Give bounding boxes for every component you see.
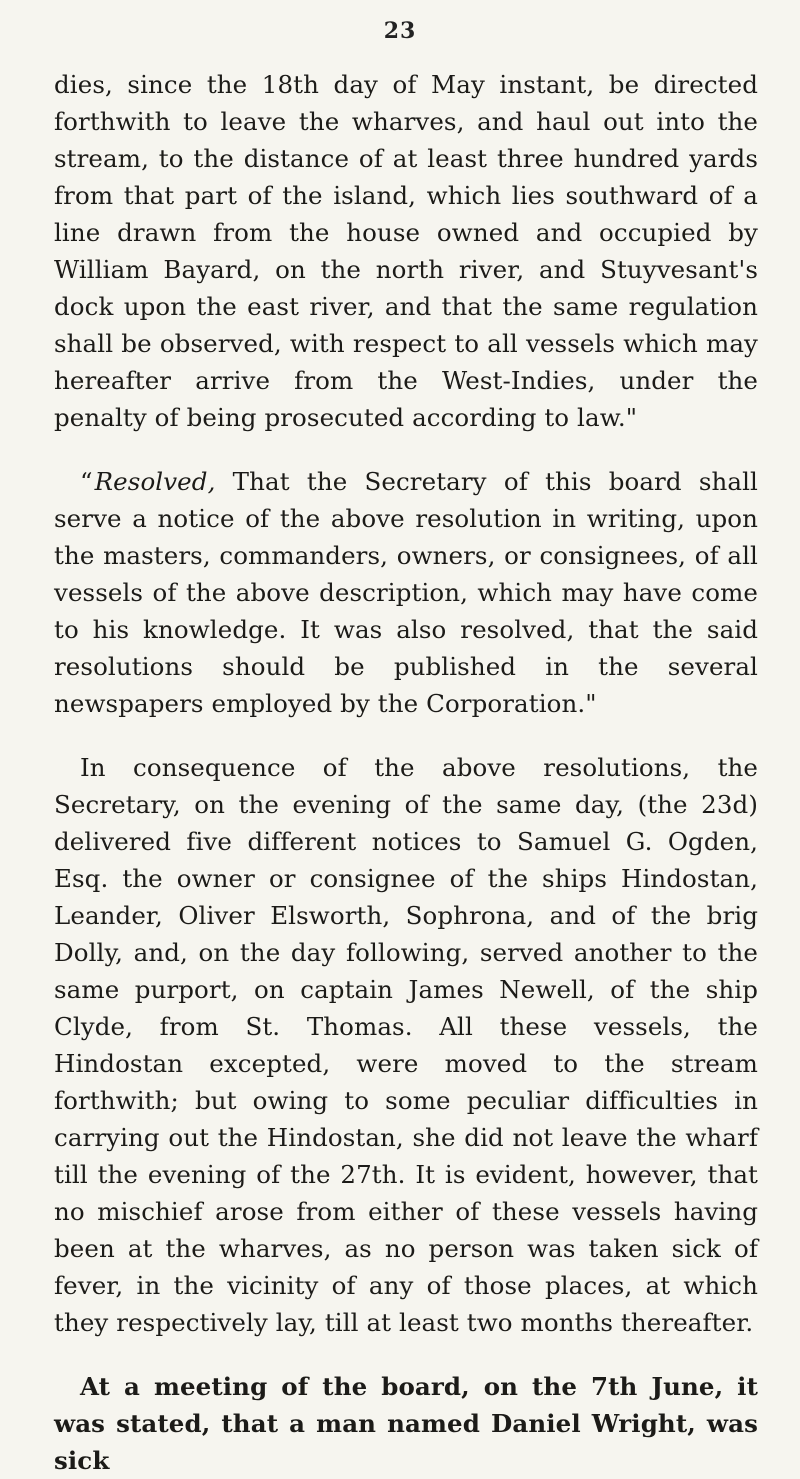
opening-quote: “ <box>80 467 93 496</box>
paragraph-resolved <box>54 463 758 722</box>
paragraph-quarantine-order: dies, since the 18th day of May instant, be directed forthwith to leave the wharves, and haul out into the stream, to the distance of at least three hundred yards from that part of the island, which lies southward of a line drawn from the house owned and occupied by William Bayard, on the north river, and Stuyvesant's dock upon the east river, and that the same regulation shall be observed, with respect to all vessels which may hereafter arrive from the West-Indies, under the penalty of being prosecuted according to law." <box>54 70 758 432</box>
paragraph-meeting: At a meeting of the board, on the 7th June, it was stated, that a man named Daniel Wright, was sick <box>54 1372 758 1475</box>
page-number: 23 <box>383 18 417 44</box>
resolved-word: Resolved, <box>94 467 216 496</box>
resolved-text: That the Secretary of this board shall serve a notice of the above resolution in writing, upon the masters, commanders, owners, or consignees, of all vessels of the above description, which may have come to his knowledge. It was also resolved, that the said resolutions should be published in the several newspapers employed by the Corporation." <box>54 467 758 718</box>
paragraph-consequence: In consequence of the above resolutions, the Secretary, on the evening of the same day, (the 23d) delivered five different notices to Samuel G. Ogden, Esq. the owner or consignee of the ships Hindostan, Leander, Oliver Elsworth, Sophrona, and of the brig Dolly, and, on the day following, served another to the same purport, on captain James Newell, of the ship Clyde, from St. Thomas. All these vessels, the Hindostan excepted, were moved to the stream forthwith; but owing to some peculiar difficulties in carrying out the Hindostan, she did not leave the wharf till the evening of the 27th. It is evident, however, that no mischief arose from either of these vessels having been at the wharves, as no person was taken sick of fever, in the vicinity of any of those places, at which they respectively lay, till at least two months thereafter. <box>54 753 758 1337</box>
